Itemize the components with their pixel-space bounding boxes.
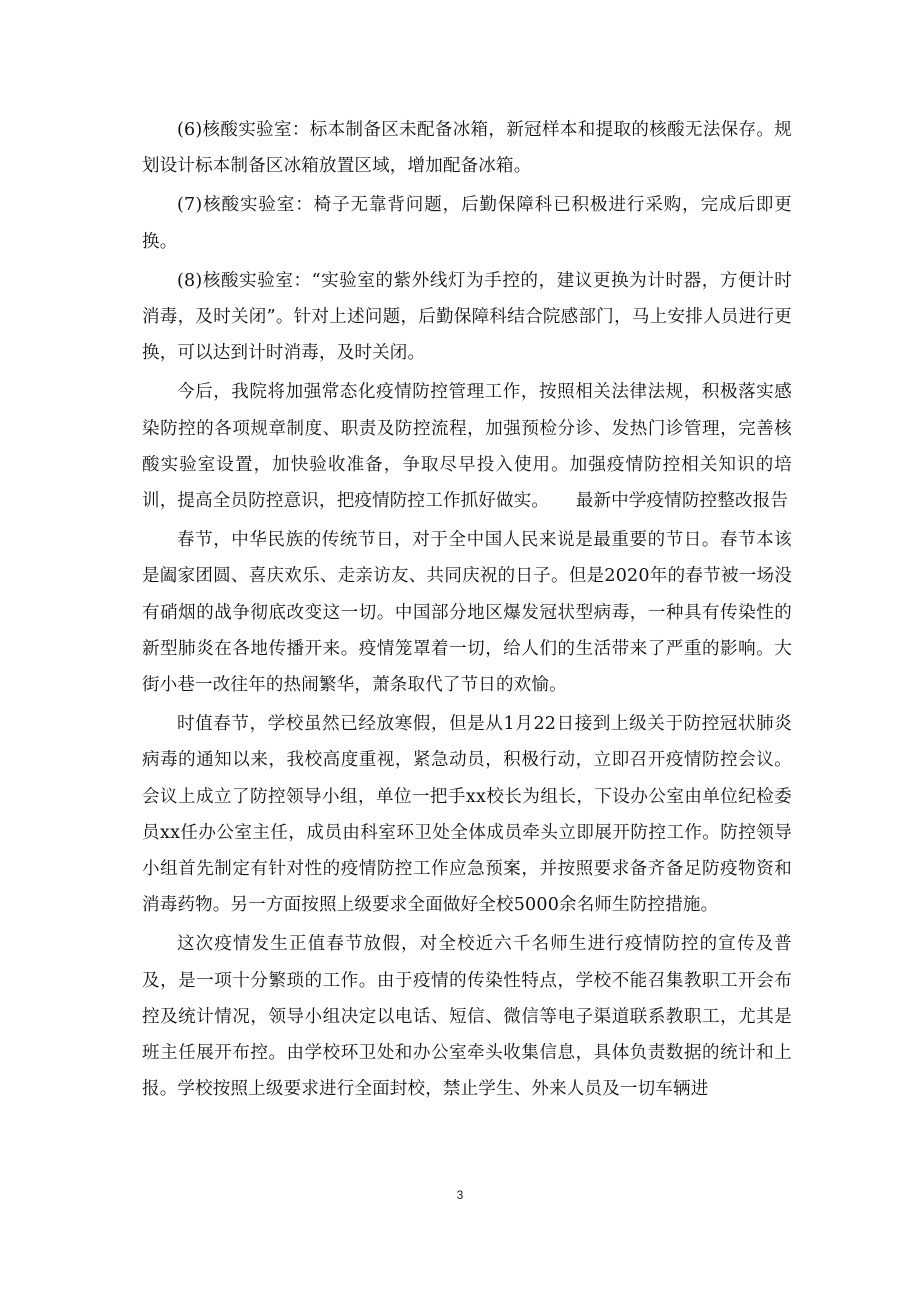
paragraph-item-8: (8)核酸实验室：“实验室的紫外线灯为手控的，建议更换为计时器，方便计时消毒，及时关闭”。针对上述问题，后勤保障科结合院感部门，马上安排人员进行更换，可以达到计时消毒，及时关闭。: [142, 270, 792, 364]
page-number: 3: [456, 1188, 464, 1202]
paragraph-publicity: 这次疫情发生正值春节放假，对全校近六千名师生进行疫情防控的宣传及普及，是一项十分繁琐的工作。由于疫情的传染性特点，学校不能召集教职工开会布控及统计情况，领导小组决定以电话、短信、微信等电子渠道联系教职工，尤其是班主任展开布控。由学校环卫处和办公室牵头收集信息，具体负责数据的统计和上报。学校按照上级要求进行全面封校，禁止学生、外来人员及一切车辆进: [142, 934, 792, 1100]
body-text: [142, 112, 792, 1107]
paragraph-item-7: (7)核酸实验室：椅子无靠背问题，后勤保障科已积极进行采购，完成后即更换。: [142, 195, 792, 252]
paragraph-future-plan: 今后，我院将加强常态化疫情防控管理工作，按照相关法律法规，积极落实感染防控的各项规章制度、职责及防控流程，加强预检分诊、发热门诊管理，完善核酸实验室设置，加快验收准备，争取尽早投入使用。加强疫情防控相关知识的培训，提高全员防控意识，把疫情防控工作抓好做实。 最新中学疫情防控整改报告: [142, 382, 792, 512]
paragraph-school-response: 时值春节，学校虽然已经放寒假，但是从1月22日接到上级关于防控冠状肺炎病毒的通知以来，我校高度重视，紧急动员，积极行动，立即召开疫情防控会议。会议上成立了防控领导小组，单位一把手xx校长为组长，下设办公室由单位纪检委员xx任办公室主任，成员由科室环卫处全体成员牵头立即展开防控工作。防控领导小组首先制定有针对性的疫情防控工作应急预案，并按照要求备齐备足防疫物资和消毒药物。另一方面按照上级要求全面做好全校5000余名师生防控措施。: [142, 714, 792, 916]
paragraph-spring-festival: 春节，中华民族的传统节日，对于全中国人民来说是最重要的节日。春节本该是阖家团圆、喜庆欢乐、走亲访友、共同庆祝的日子。但是2020年的春节被一场没有硝烟的战争彻底改变这一切。中国部分地区爆发冠状型病毒，一种具有传染性的新型肺炎在各地传播开来。疫情笼罩着一切，给人们的生活带来了严重的影响。大街小巷一改往年的热闹繁华，萧条取代了节日的欢愉。: [142, 530, 792, 696]
paragraph-item-6: (6)核酸实验室：标本制备区未配备冰箱，新冠样本和提取的核酸无法保存。规划设计标本制备区冰箱放置区域，增加配备冰箱。: [142, 120, 792, 177]
